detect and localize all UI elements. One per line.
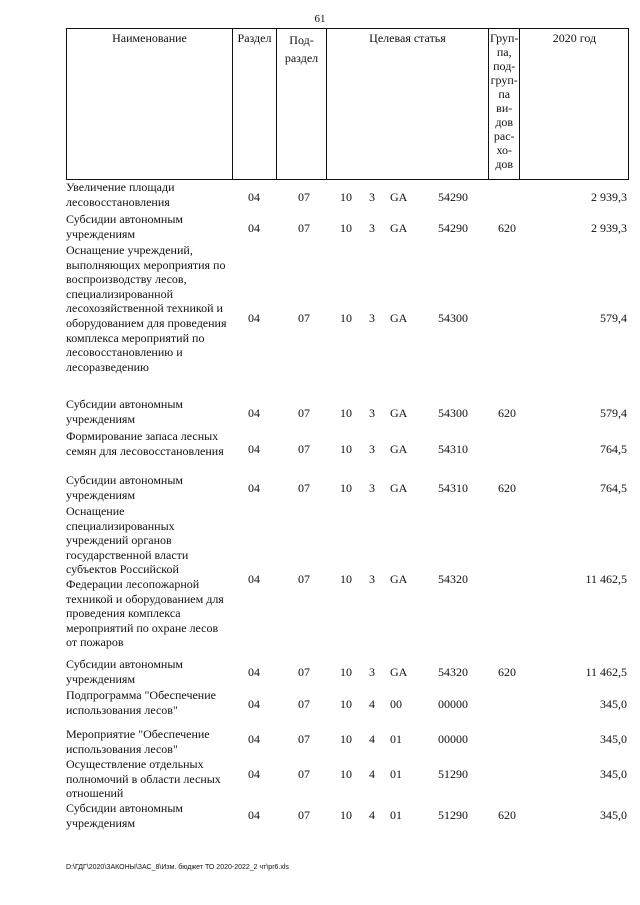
row-name: Увеличение площади лесовосстановления <box>66 180 175 209</box>
row-podrazdel: 07 <box>298 190 310 204</box>
row-code: 54290 <box>438 221 468 235</box>
table-row <box>66 243 627 381</box>
row-code: 54320 <box>438 665 468 679</box>
row-name: Осуществление отдельных полномочий в области лесных отношений <box>66 757 221 801</box>
row-sum: 2 939,3 <box>591 190 627 204</box>
row-sum: 345,0 <box>600 767 627 781</box>
header-target: Целевая статья <box>327 29 489 180</box>
row-razdel: 04 <box>248 190 260 204</box>
row-program: 10 <box>340 311 352 325</box>
row-subprogram: 4 <box>369 767 375 781</box>
page-number: 61 <box>314 13 326 25</box>
row-name: Субсидии автономным учреждениям <box>66 473 183 502</box>
row-program: 10 <box>340 732 352 746</box>
row-subprogram: 3 <box>369 221 375 235</box>
row-razdel: 04 <box>248 406 260 420</box>
row-direction: 01 <box>390 767 402 781</box>
footer-file-path: D:\ГДГ\2020\ЗАКОНЫ\ЗАС_8\Изм. бюджет ТО 2020-2022_2 чт\pr6.xls <box>66 864 289 871</box>
table-row <box>66 180 627 210</box>
row-razdel: 04 <box>248 732 260 746</box>
row-program: 10 <box>340 221 352 235</box>
row-sum: 764,5 <box>600 481 627 495</box>
table-row <box>66 397 627 427</box>
header-podrazdel: Под- раздел <box>277 29 327 180</box>
row-program: 10 <box>340 190 352 204</box>
row-podrazdel: 07 <box>298 572 310 586</box>
row-code: 54320 <box>438 572 468 586</box>
row-razdel: 04 <box>248 572 260 586</box>
row-podrazdel: 07 <box>298 732 310 746</box>
row-code: 54300 <box>438 406 468 420</box>
row-code: 54310 <box>438 481 468 495</box>
row-direction: 01 <box>390 808 402 822</box>
row-podrazdel: 07 <box>298 767 310 781</box>
row-group: 620 <box>498 481 516 495</box>
row-subprogram: 4 <box>369 732 375 746</box>
row-podrazdel: 07 <box>298 808 310 822</box>
row-razdel: 04 <box>248 697 260 711</box>
row-name: Субсидии автономным учреждениям <box>66 801 183 830</box>
table-row <box>66 504 627 656</box>
row-code: 51290 <box>438 767 468 781</box>
row-subprogram: 3 <box>369 665 375 679</box>
row-subprogram: 4 <box>369 697 375 711</box>
row-program: 10 <box>340 442 352 456</box>
row-subprogram: 3 <box>369 406 375 420</box>
row-sum: 345,0 <box>600 732 627 746</box>
row-code: 54290 <box>438 190 468 204</box>
table-row <box>66 657 627 687</box>
row-podrazdel: 07 <box>298 311 310 325</box>
row-podrazdel: 07 <box>298 406 310 420</box>
table-row <box>66 429 627 459</box>
row-podrazdel: 07 <box>298 697 310 711</box>
row-razdel: 04 <box>248 221 260 235</box>
row-razdel: 04 <box>248 665 260 679</box>
row-name: Мероприятие "Обеспечение использования лесов" <box>66 727 210 756</box>
row-code: 00000 <box>438 732 468 746</box>
row-group: 620 <box>498 221 516 235</box>
row-razdel: 04 <box>248 808 260 822</box>
row-direction: 00 <box>390 697 402 711</box>
table-row <box>66 212 627 242</box>
row-podrazdel: 07 <box>298 221 310 235</box>
row-name: Субсидии автономным учреждениям <box>66 657 183 686</box>
row-group: 620 <box>498 406 516 420</box>
table-row <box>66 727 627 757</box>
row-program: 10 <box>340 808 352 822</box>
row-code: 54310 <box>438 442 468 456</box>
row-razdel: 04 <box>248 481 260 495</box>
row-direction: GA <box>390 190 408 204</box>
row-program: 10 <box>340 767 352 781</box>
row-subprogram: 3 <box>369 442 375 456</box>
row-code: 51290 <box>438 808 468 822</box>
row-sum: 2 939,3 <box>591 221 627 235</box>
row-direction: GA <box>390 406 408 420</box>
row-sum: 11 462,5 <box>585 572 627 586</box>
row-subprogram: 3 <box>369 190 375 204</box>
row-group: 620 <box>498 808 516 822</box>
row-direction: 01 <box>390 732 402 746</box>
table-row <box>66 473 627 503</box>
row-direction: GA <box>390 665 408 679</box>
table-row <box>66 757 627 802</box>
row-name: Формирование запаса лесных семян для лесовосстановления <box>66 429 224 458</box>
row-sum: 579,4 <box>600 406 627 420</box>
row-subprogram: 3 <box>369 311 375 325</box>
row-podrazdel: 07 <box>298 665 310 679</box>
table-header <box>66 28 629 180</box>
table-row <box>66 688 627 718</box>
header-year: 2020 год <box>520 29 629 180</box>
row-razdel: 04 <box>248 767 260 781</box>
row-razdel: 04 <box>248 311 260 325</box>
row-direction: GA <box>390 311 408 325</box>
row-program: 10 <box>340 697 352 711</box>
header-name: Наименование <box>67 29 233 180</box>
row-podrazdel: 07 <box>298 442 310 456</box>
row-direction: GA <box>390 221 408 235</box>
row-program: 10 <box>340 406 352 420</box>
row-code: 00000 <box>438 697 468 711</box>
row-sum: 764,5 <box>600 442 627 456</box>
row-sum: 345,0 <box>600 808 627 822</box>
row-direction: GA <box>390 481 408 495</box>
row-direction: GA <box>390 572 408 586</box>
row-name: Субсидии автономным учреждениям <box>66 397 183 426</box>
row-subprogram: 4 <box>369 808 375 822</box>
header-group: Груп- па, под- груп- па ви- дов рас- хо- дов <box>489 29 520 180</box>
row-sum: 11 462,5 <box>585 665 627 679</box>
row-program: 10 <box>340 665 352 679</box>
row-sum: 345,0 <box>600 697 627 711</box>
row-sum: 579,4 <box>600 311 627 325</box>
row-name: Оснащение специализированных учреждений органов государственной власти субъектов Российской Федерации лесопожарной техникой и оборудованием для проведения комплекса мероприятий по охране лесов от пожаров <box>66 504 224 650</box>
row-name: Подпрограмма "Обеспечение использования лесов" <box>66 688 216 717</box>
header-razdel: Раздел <box>233 29 277 180</box>
row-program: 10 <box>340 572 352 586</box>
row-podrazdel: 07 <box>298 481 310 495</box>
row-subprogram: 3 <box>369 572 375 586</box>
row-program: 10 <box>340 481 352 495</box>
row-name: Оснащение учреждений, выполняющих мероприятия по воспроизводству лесов, специализированной лесохозяйственной техникой и оборудованием для проведения комплекса мероприятий по лесовосстановлению и лесоразведению <box>66 243 227 374</box>
row-name: Субсидии автономным учреждениям <box>66 212 183 241</box>
row-group: 620 <box>498 665 516 679</box>
row-razdel: 04 <box>248 442 260 456</box>
row-subprogram: 3 <box>369 481 375 495</box>
row-direction: GA <box>390 442 408 456</box>
row-code: 54300 <box>438 311 468 325</box>
table-row <box>66 801 627 831</box>
